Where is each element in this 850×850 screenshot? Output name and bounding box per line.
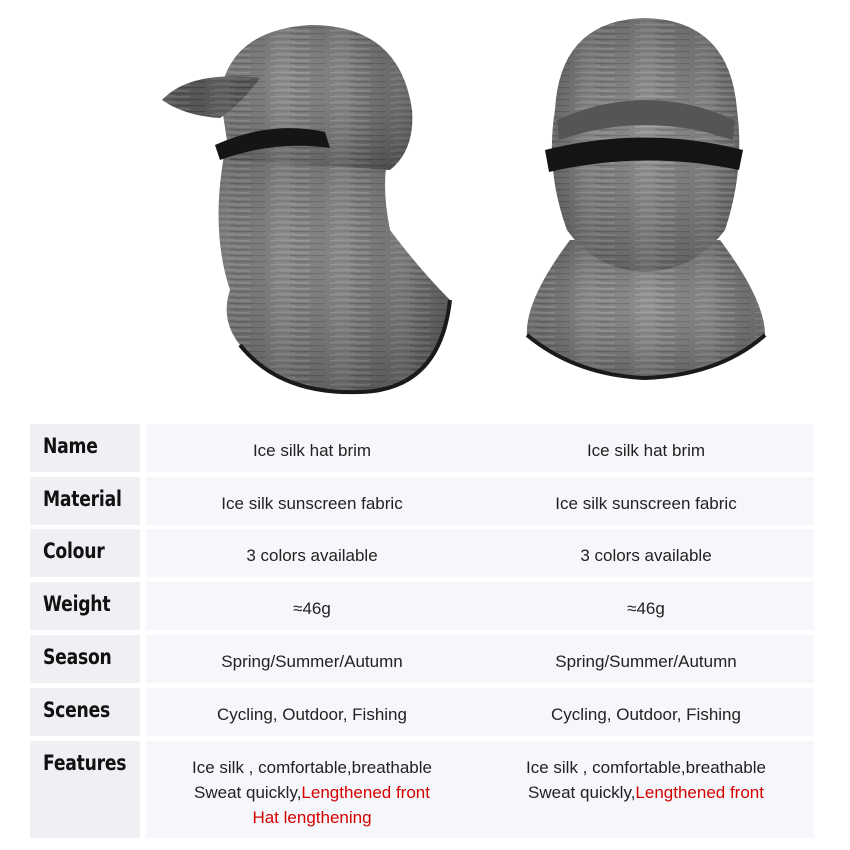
spec-row-weight (30, 582, 820, 630)
feature-highlight: Hat lengthening (252, 808, 372, 827)
balaclava-side-photo (150, 0, 470, 410)
feature-highlight: Lengthened front (635, 783, 764, 802)
spec-value-col2 (478, 741, 814, 838)
feature-text: Sweat quickly, (528, 783, 636, 802)
feature-text: Sweat quickly, (194, 783, 302, 802)
spec-value-col1: Spring/Summer/Autumn (146, 635, 478, 683)
spec-label: Material (30, 477, 140, 525)
spec-value-col1 (146, 741, 478, 838)
spec-value-col1: Ice silk sunscreen fabric (146, 477, 478, 525)
spec-value-col2: Ice silk sunscreen fabric (478, 477, 814, 525)
spec-value-col1: ≈46g (146, 582, 478, 630)
spec-value-col2: Cycling, Outdoor, Fishing (478, 688, 814, 736)
spec-value-col1: 3 colors available (146, 529, 478, 577)
feature-highlight: Lengthened front (301, 783, 430, 802)
spec-row-features (30, 741, 820, 838)
product-photos (0, 0, 850, 420)
spec-label: Scenes (30, 688, 140, 736)
spec-value-col2: Ice silk hat brim (478, 424, 814, 472)
spec-label: Name (30, 424, 140, 472)
feature-line: Ice silk , comfortable,breathable (525, 758, 766, 777)
spec-row-colour (30, 529, 820, 577)
spec-row-name (30, 424, 820, 472)
spec-label: Season (30, 635, 140, 683)
spec-label: Weight (30, 582, 140, 630)
feature-line: Ice silk , comfortable,breathable (191, 758, 432, 777)
spec-value-col1: Cycling, Outdoor, Fishing (146, 688, 478, 736)
spec-value-col2: ≈46g (478, 582, 814, 630)
spec-value-col2: 3 colors available (478, 529, 814, 577)
feature-line (194, 780, 430, 805)
spec-row-scenes (30, 688, 820, 736)
spec-value-col1: Ice silk hat brim (146, 424, 478, 472)
spec-row-material (30, 477, 820, 525)
feature-line (528, 780, 764, 805)
balaclava-front-photo (515, 0, 775, 410)
spec-value-col2: Spring/Summer/Autumn (478, 635, 814, 683)
spec-label: Colour (30, 529, 140, 577)
spec-label: Features (30, 741, 140, 838)
spec-row-season (30, 635, 820, 683)
